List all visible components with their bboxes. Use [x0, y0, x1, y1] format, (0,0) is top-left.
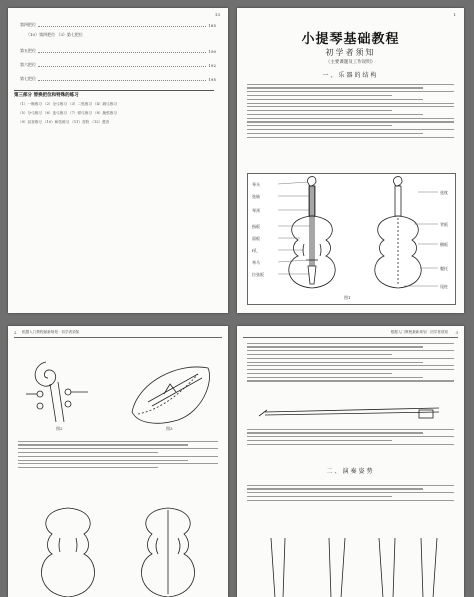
running-head: 根据入门教程最新规划 · 初学者须知: [390, 330, 448, 334]
body-text: [247, 340, 454, 384]
figure-caption: 图3: [166, 426, 173, 431]
toc-item[interactable]: 第七把位 195: [20, 76, 216, 82]
violin-structure-figure: [247, 173, 456, 305]
figure-caption: 图1: [344, 295, 351, 300]
part-label: 腮托: [440, 266, 448, 271]
body-text: [247, 482, 454, 504]
part-label: f孔: [252, 248, 258, 253]
violin-scroll-drawing: [16, 342, 114, 434]
scroll-figure: [16, 342, 114, 434]
part-label: 侧板: [440, 242, 448, 247]
part-label: 琴马: [252, 260, 260, 265]
document-page-posture: [237, 326, 464, 597]
chapter-subtitle: 初学者须知: [325, 48, 376, 57]
part-label: 弦枕: [440, 190, 448, 195]
part-label: 拉弦板: [252, 272, 264, 277]
violin-diagram: [248, 174, 455, 304]
document-page-intro: [237, 8, 464, 313]
toc-section-title: 第三部分 替换把位和特殊的练习: [14, 90, 214, 98]
violin-body-drawing: [18, 502, 218, 597]
section-heading: 二、演奏姿势: [326, 468, 375, 475]
part-label: 琴头: [252, 182, 260, 187]
body-text: [247, 81, 454, 140]
part-label: 尾柱: [440, 284, 448, 289]
book-title: 小提琴基础教程: [301, 32, 400, 47]
toc-item[interactable]: 第四把位 185: [20, 22, 216, 28]
toc-subitem: （9）双音练习 （10）和弦练习 （11）音阶 （12）琶音: [18, 120, 110, 124]
toc-item[interactable]: （10）第四把位 （3）第七把位: [26, 32, 83, 37]
page-number: 3: [455, 330, 458, 335]
bow-figure: [251, 400, 451, 422]
posture-figure: [251, 536, 451, 597]
part-label: 弦轴: [252, 194, 260, 199]
chapter-note: （主要课题及工作说明）: [325, 60, 376, 65]
document-page-figures: [8, 326, 228, 597]
part-label: 背板: [440, 222, 448, 227]
toc-subitem: （1）一般练习 （2）全弓练习 （3）二弦练习 （4）跳弓练习: [18, 102, 117, 106]
toc-item[interactable]: 第六把位 192: [20, 62, 216, 68]
part-label: 琴颈: [252, 208, 260, 213]
running-head: 根据入门教程最新规划 · 初学者须知: [22, 330, 80, 334]
violin-bridge-drawing: [118, 342, 220, 434]
standing-posture-drawing: [251, 536, 451, 597]
toc-item[interactable]: 第五把位 190: [20, 48, 216, 54]
body-text: [247, 426, 454, 448]
toc-subitem: （5）分弓练习 （6）连弓练习 （7）顿弓练习 （8）换弦练习: [18, 111, 117, 115]
section-heading: 一、乐器的结构: [322, 72, 379, 79]
bow-drawing: [251, 400, 451, 422]
violin-body-figure: [18, 502, 218, 597]
part-label: 面板: [252, 236, 260, 241]
figure-caption: 图2: [56, 426, 63, 431]
page-number: 2: [14, 330, 17, 335]
body-text: [18, 438, 218, 471]
document-page-toc: [8, 8, 228, 313]
part-label: 指板: [252, 224, 260, 229]
page-number: 13: [214, 12, 220, 17]
page-number: 1: [453, 12, 456, 17]
bridge-figure: [118, 342, 220, 434]
